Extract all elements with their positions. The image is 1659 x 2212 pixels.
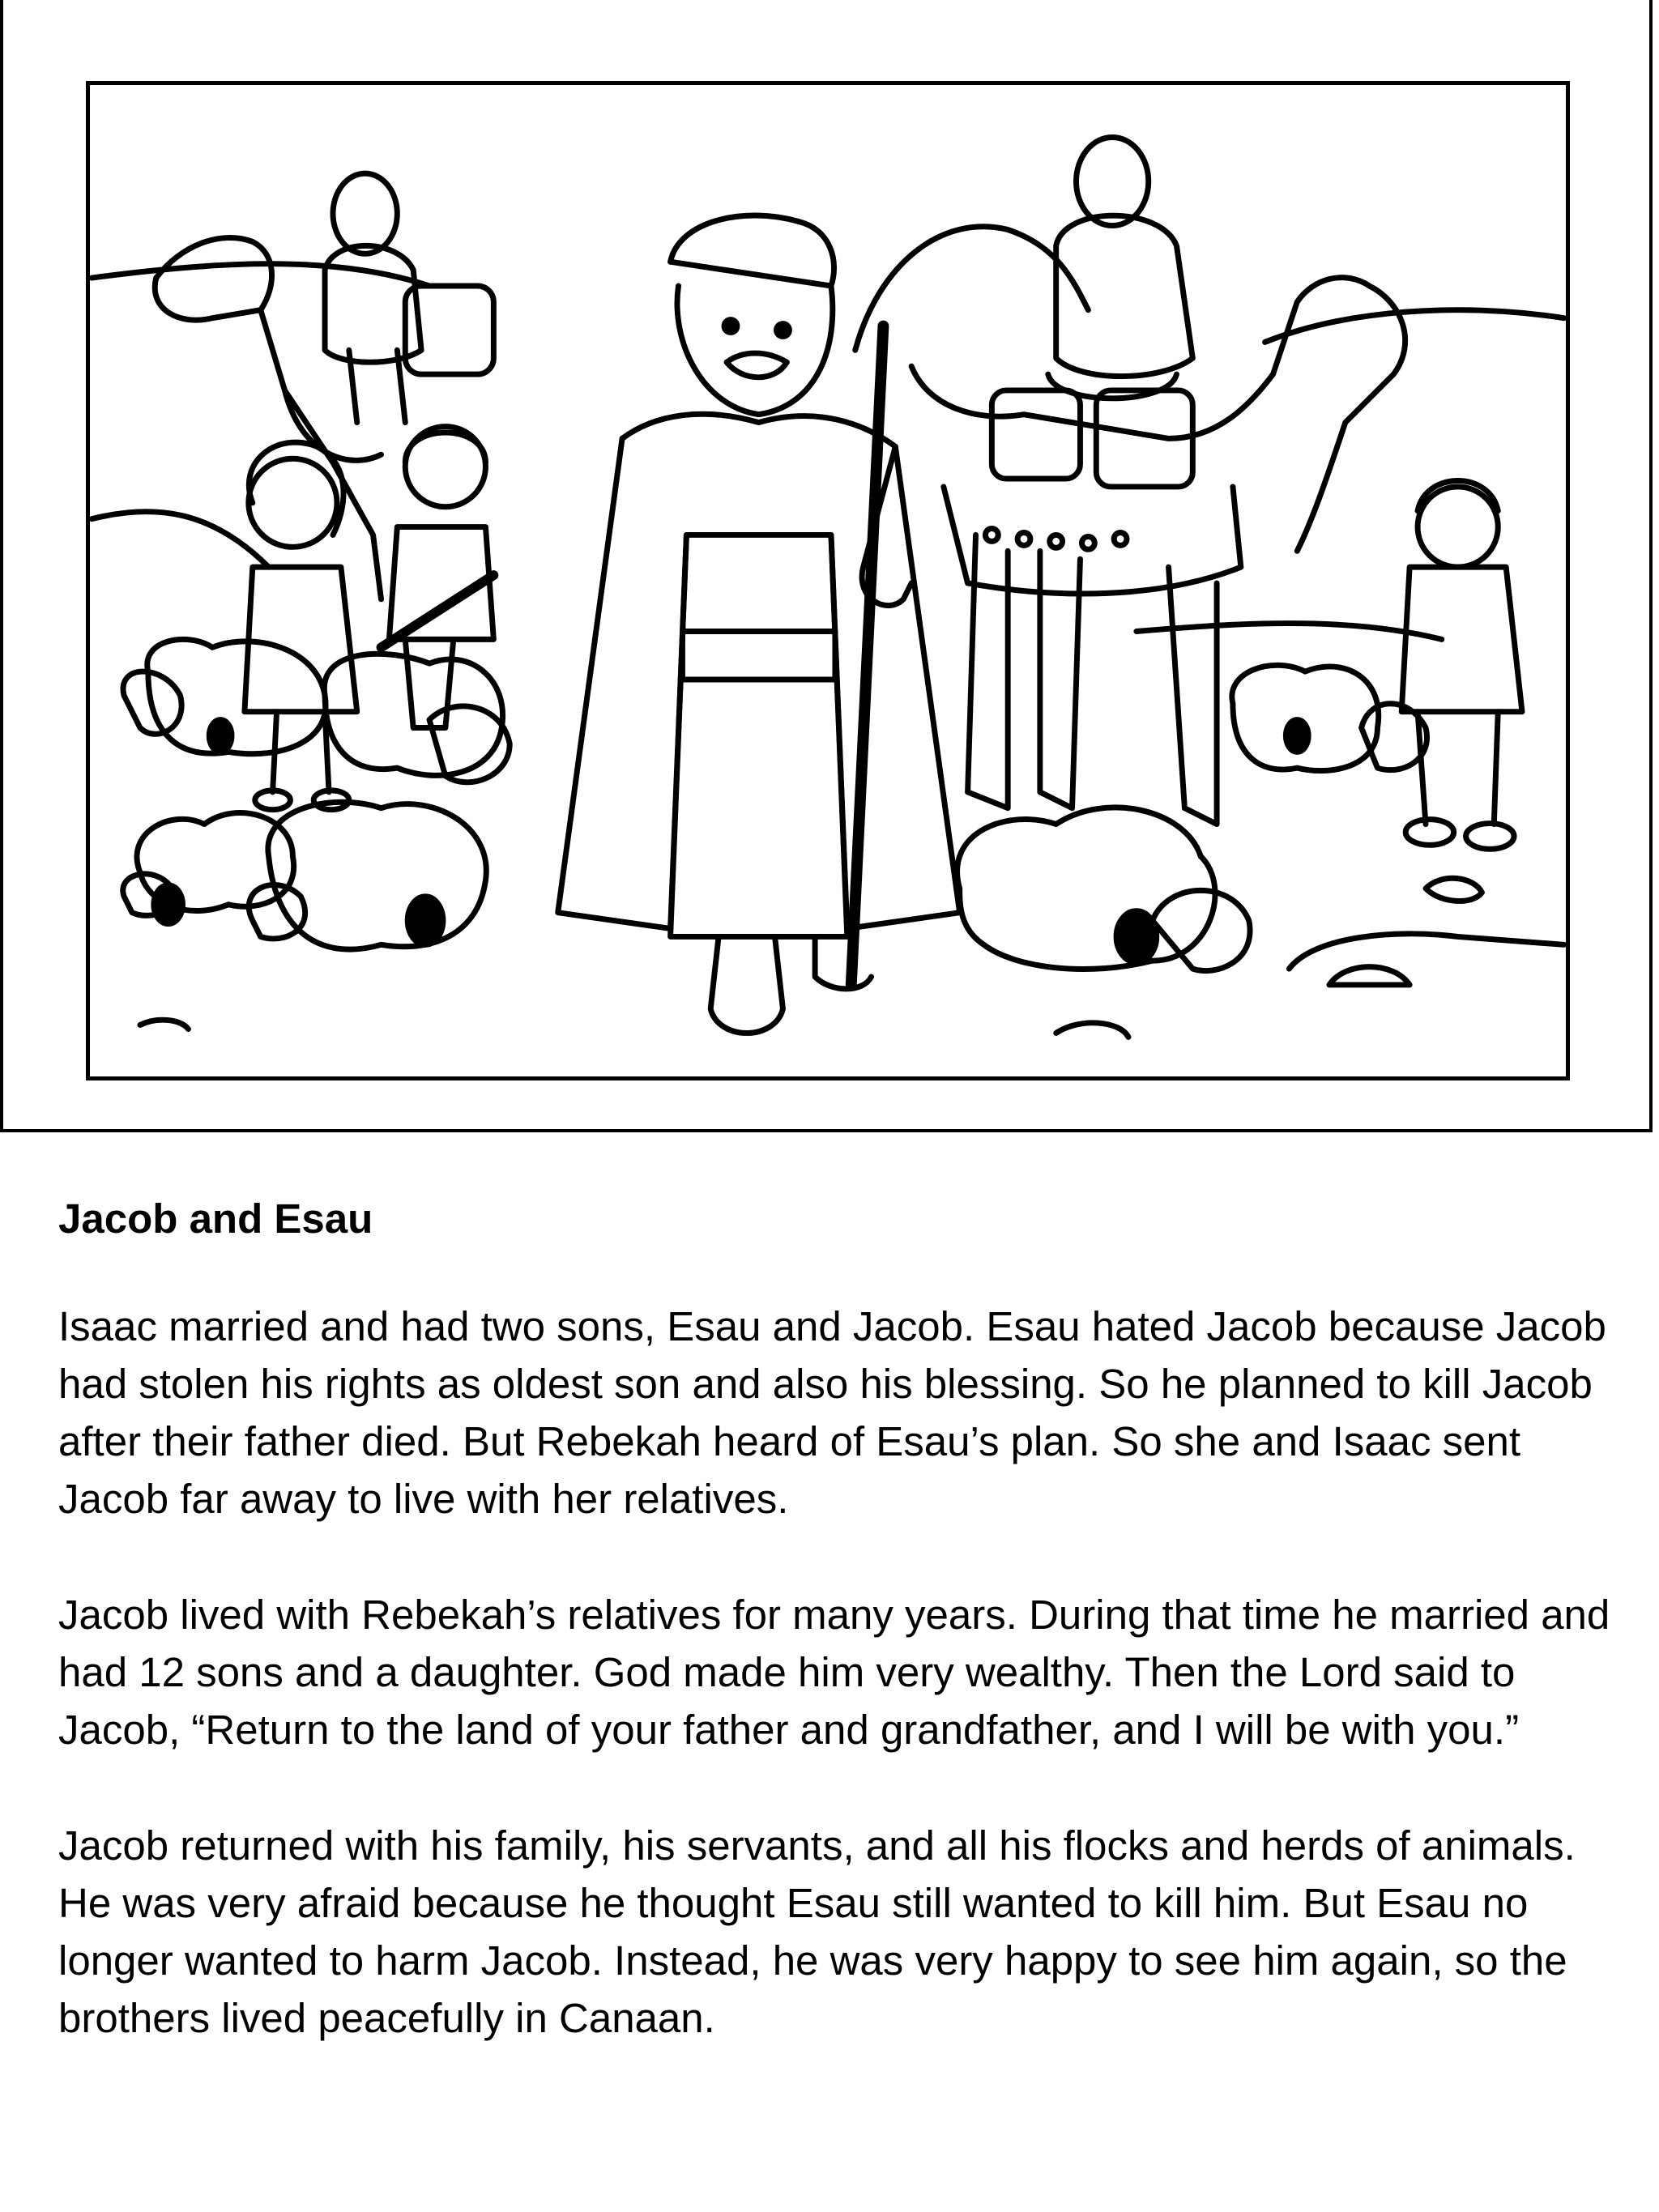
story-paragraph-1: Isaac married and had two sons, Esau and Jacob. Esau hated Jacob because Jacob had stolen his rights as oldest son and also his blessing. So he planned to kill Jacob after their father died. But Rebekah heard of Esau’s plan. So she and Isaac sent Jacob far away to live with her relatives.	[58, 1303, 1606, 1522]
coloring-illustration	[86, 81, 1570, 1080]
servant-figure	[1401, 481, 1522, 850]
hill-right	[1265, 310, 1564, 343]
story-paragraph-3: Jacob returned with his family, his servants, and all his flocks and herds of animals. He was very afraid because he thought Esau still wanted to kill him. But Esau no longer wanted to harm Jacob. Instead, he was very happy to see him again, so the brothers lived peacefully in Canaan.	[58, 1822, 1576, 2041]
story-title: Jacob and Esau	[58, 1196, 373, 1242]
illustration-svg	[90, 85, 1566, 1076]
sheep-group-right	[957, 665, 1427, 970]
right-rider	[992, 137, 1192, 486]
boy-child	[382, 427, 494, 728]
jacob-figure	[558, 215, 960, 1033]
story-paragraph-2: Jacob lived with Rebekah’s relatives for many years. During that time he married and had 12 sons and a daughter. God made him very wealthy. Then the Lord said to Jacob, “Return to the land of your father and grandfather, and I will be with you.”	[58, 1592, 1610, 1753]
left-rider	[325, 173, 493, 422]
story-text	[58, 1191, 1614, 2105]
left-camel	[155, 237, 381, 599]
hill-mid-right	[1137, 624, 1442, 640]
